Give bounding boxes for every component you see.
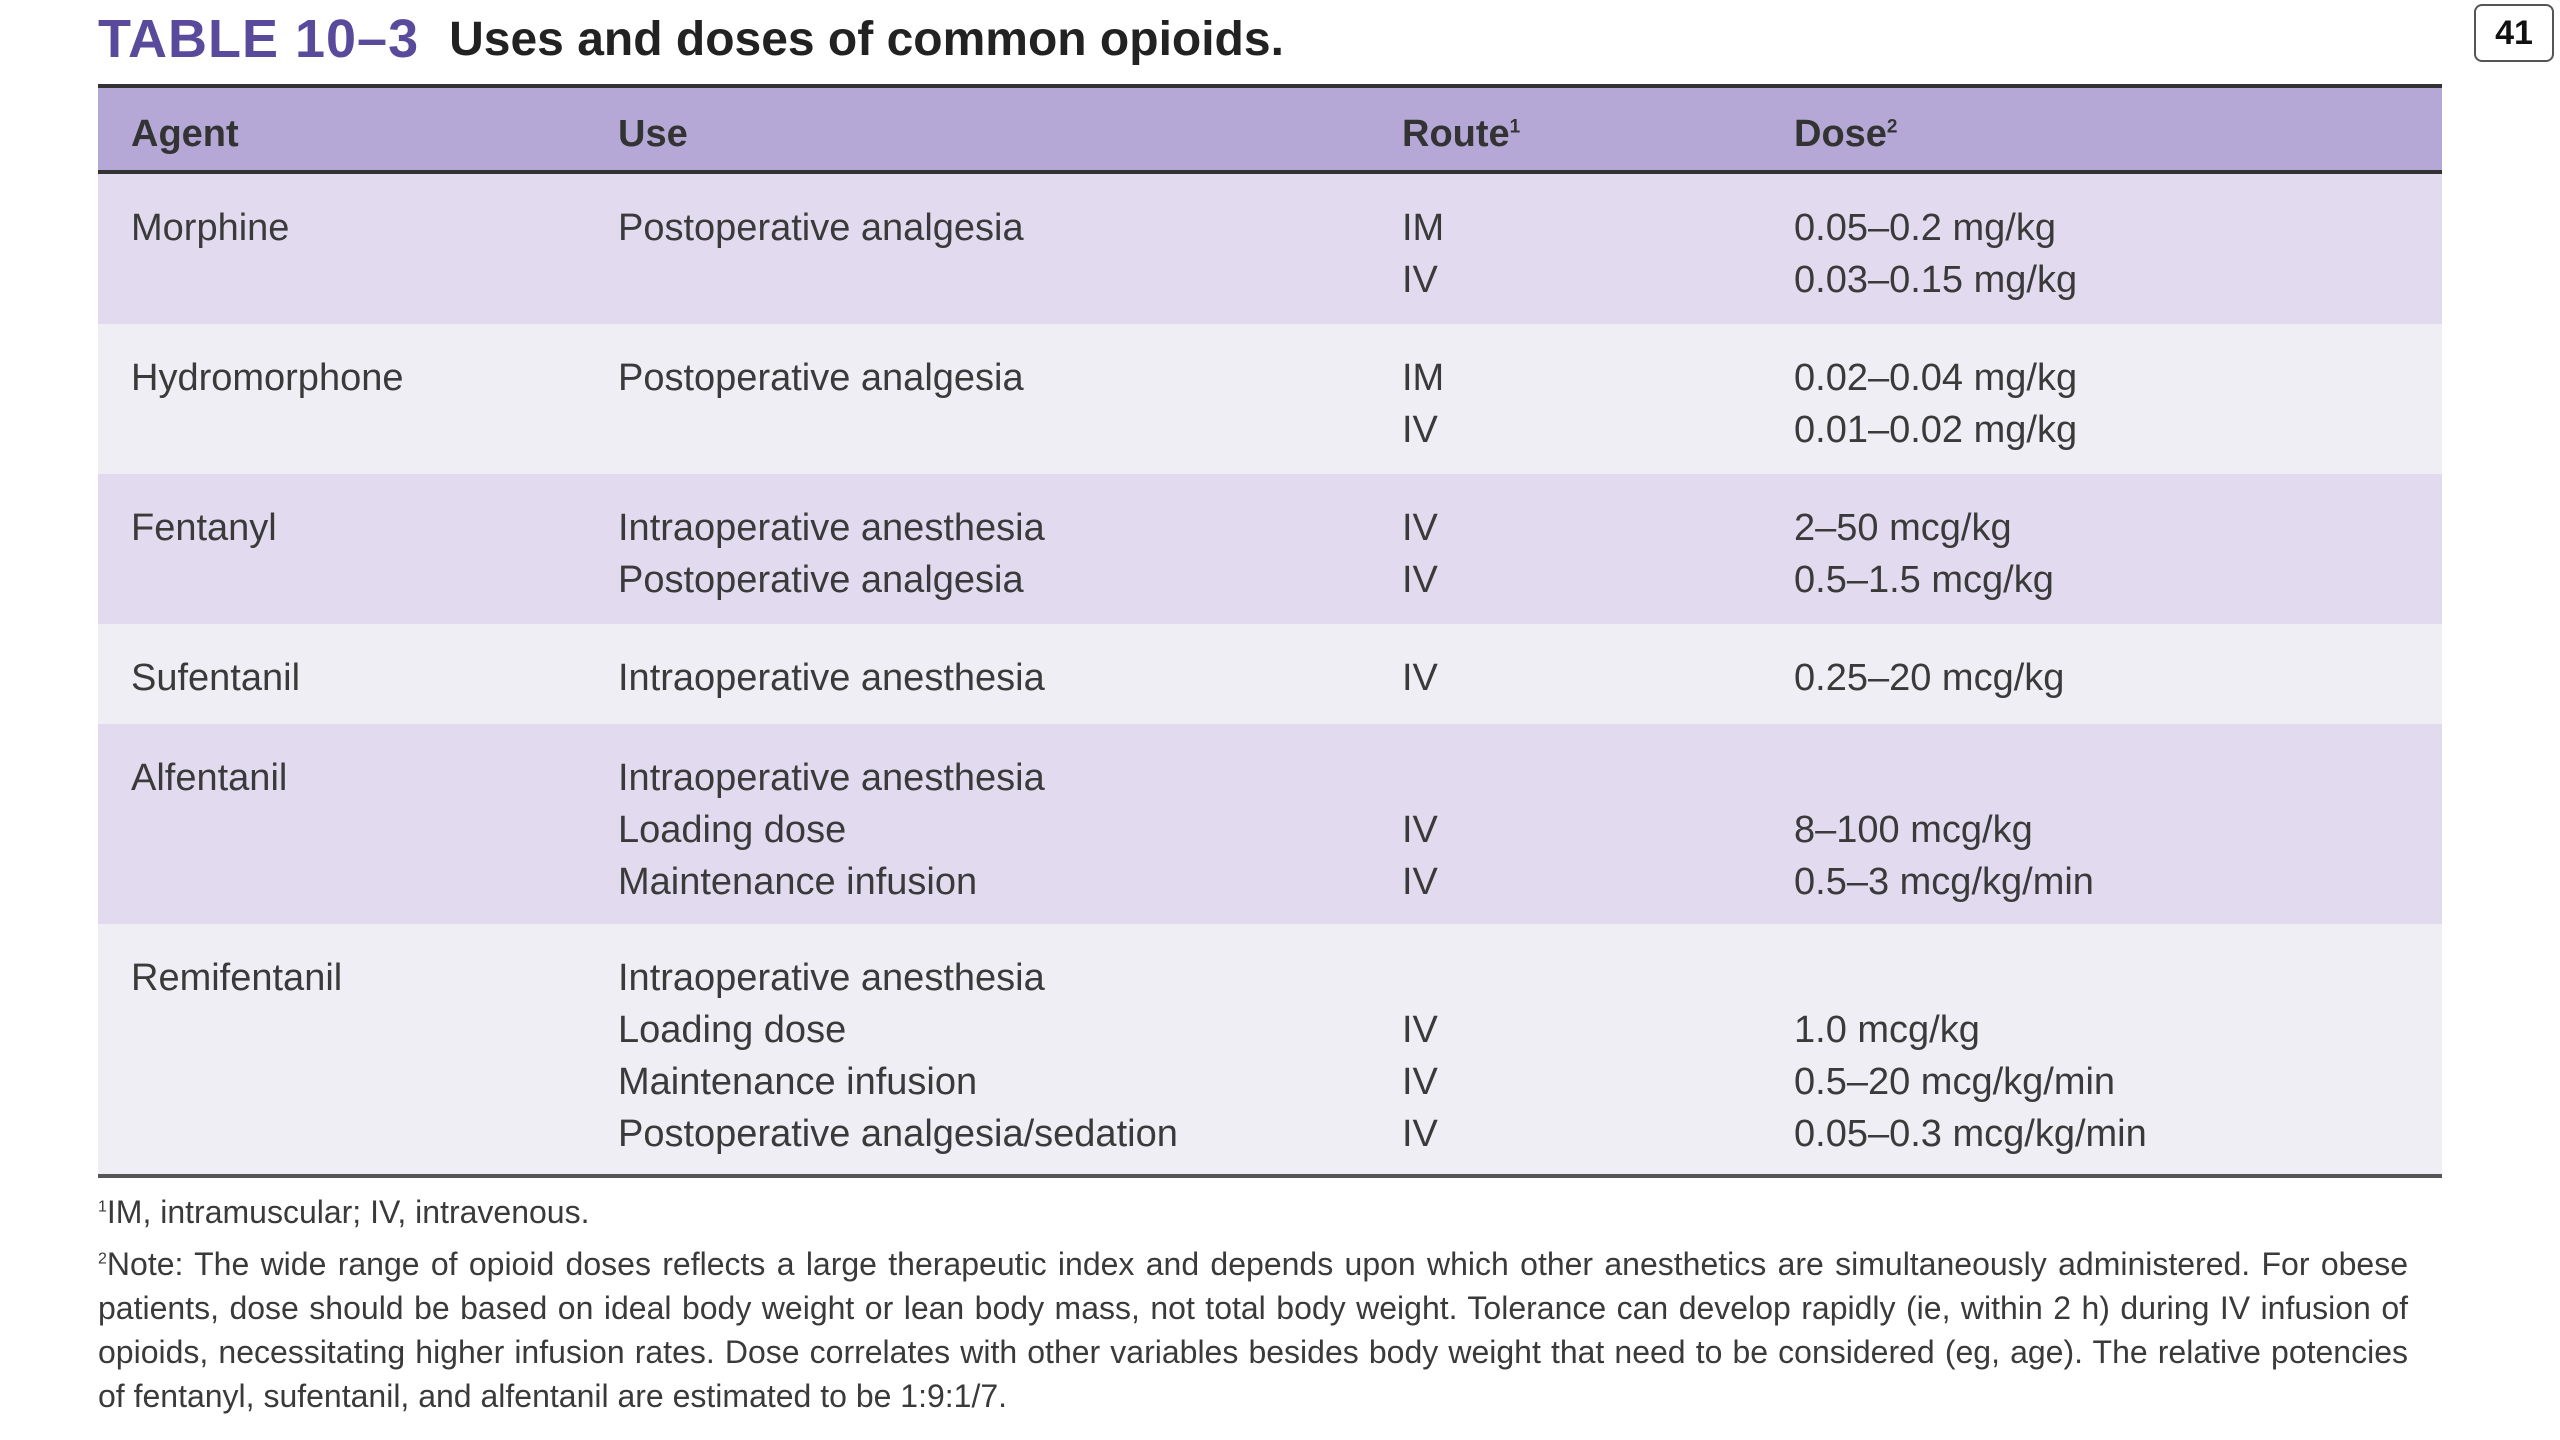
dose-line: 0.25–20 mcg/kg [1794, 657, 2065, 699]
footnote-1-text: IM, intramuscular; IV, intravenous. [106, 1194, 590, 1230]
table-row [98, 324, 2442, 474]
use-line: Intraoperative anesthesia [618, 957, 1045, 999]
agent-cell [131, 352, 403, 404]
use-cell [618, 502, 1045, 606]
table-row [98, 624, 2442, 724]
route-line [1402, 952, 1438, 1004]
footnote-2 [98, 1242, 2408, 1418]
dose-cell [1794, 502, 2054, 606]
table-row [98, 474, 2442, 624]
use-cell [618, 352, 1024, 456]
footnote-2-text: Note: The wide range of opioid doses reflects a large therapeutic index and depends upon which other anesthetics are simultaneously administered. For obese patients, dose should be based on ideal body weight or lean body mass, not total body weight. Tolerance can develop rapidly (ie, within 2 h) during IV infusion of opioids, necessitating higher infusion rates. Dose correlates with other variables besides body weight that need to be considered (eg, age). The relative potencies of fentanyl, sufentanil, and alfentanil are estimated to be 1:9:1/7. [98, 1246, 2408, 1414]
use-line: Intraoperative anesthesia [618, 757, 1045, 799]
agent-cell [131, 202, 289, 254]
dose-cell [1794, 952, 2147, 1160]
table-row [98, 924, 2442, 1174]
route-line: IV [1402, 1061, 1438, 1103]
footnote-ref-1: 1 [1509, 116, 1521, 138]
header-use: Use [618, 113, 688, 155]
dose-line [1794, 752, 2094, 804]
route-line: IM [1402, 357, 1445, 399]
opioid-table [98, 84, 2442, 1178]
route-cell [1402, 352, 1444, 456]
use-line: Postoperative analgesia [618, 207, 1024, 249]
route-line: IM [1402, 207, 1445, 249]
use-line: Postoperative analgesia [618, 559, 1024, 601]
table-body [98, 174, 2442, 1174]
header-agent: Agent [131, 113, 239, 155]
header-route: Route$^1$ [1402, 113, 1521, 155]
agent-name: Sufentanil [131, 657, 301, 699]
use-line: Maintenance infusion [618, 1061, 978, 1103]
agent-cell [131, 752, 287, 804]
dose-cell [1794, 352, 2077, 456]
table-row [98, 724, 2442, 924]
table-bottom-rule [98, 1174, 2442, 1178]
table-caption: Uses and doses of common opioids. [449, 12, 1284, 66]
footnotes [98, 1190, 2408, 1418]
header-dose: Dose$^2$ [1794, 113, 1898, 155]
use-line: Intraoperative anesthesia [618, 657, 1045, 699]
agent-cell [131, 652, 300, 704]
route-cell [1402, 202, 1444, 306]
use-line: Loading dose [618, 1009, 847, 1051]
dose-line: 0.5–20 mcg/kg/min [1794, 1061, 2116, 1103]
route-line: IV [1402, 507, 1438, 549]
route-cell [1402, 752, 1438, 908]
footnote-1 [98, 1190, 2408, 1234]
use-cell [618, 652, 1045, 704]
dose-line: 1.0 mcg/kg [1794, 1009, 1980, 1051]
page-number-badge: 41 [2474, 4, 2554, 62]
route-line: IV [1402, 1113, 1438, 1155]
use-cell [618, 752, 1045, 908]
route-cell [1402, 952, 1438, 1160]
use-line: Maintenance infusion [618, 861, 978, 903]
table-row [98, 174, 2442, 324]
route-cell [1402, 502, 1438, 606]
route-line: IV [1402, 409, 1438, 451]
dose-cell [1794, 202, 2077, 306]
footnote-ref-2: 2 [1886, 116, 1898, 138]
route-line: IV [1402, 1009, 1438, 1051]
table-title [98, 4, 1284, 74]
dose-line: 0.03–0.15 mg/kg [1794, 259, 2078, 301]
footnote-1-mark: 1 [98, 1198, 107, 1216]
use-line: Postoperative analgesia/sedation [618, 1113, 1178, 1155]
dose-line: 0.01–0.02 mg/kg [1794, 409, 2078, 451]
dose-cell [1794, 752, 2094, 908]
agent-name: Morphine [131, 207, 290, 249]
agent-name: Fentanyl [131, 507, 277, 549]
table-number: TABLE 10–3 [98, 9, 420, 69]
footnote-2-mark: 2 [98, 1250, 107, 1268]
dose-line: 0.05–0.2 mg/kg [1794, 207, 2056, 249]
route-line: IV [1402, 861, 1438, 903]
dose-line: 2–50 mcg/kg [1794, 507, 2012, 549]
dose-cell [1794, 652, 2064, 704]
dose-line: 0.5–1.5 mcg/kg [1794, 559, 2054, 601]
use-cell [618, 202, 1024, 306]
use-line [618, 254, 1024, 306]
agent-name: Hydromorphone [131, 357, 404, 399]
use-line: Intraoperative anesthesia [618, 507, 1045, 549]
dose-line: 0.05–0.3 mcg/kg/min [1794, 1113, 2147, 1155]
use-cell [618, 952, 1178, 1160]
agent-cell [131, 952, 342, 1004]
use-line [618, 404, 1024, 456]
use-line: Loading dose [618, 809, 847, 851]
dose-line: 8–100 mcg/kg [1794, 809, 2033, 851]
table-header-row [98, 84, 2442, 174]
dose-line: 0.5–3 mcg/kg/min [1794, 861, 2094, 903]
route-line: IV [1402, 657, 1438, 699]
dose-line [1794, 952, 2147, 1004]
route-line: IV [1402, 559, 1438, 601]
route-line: IV [1402, 809, 1438, 851]
dose-line: 0.02–0.04 mg/kg [1794, 357, 2078, 399]
route-cell [1402, 652, 1438, 704]
use-line: Postoperative analgesia [618, 357, 1024, 399]
agent-name: Alfentanil [131, 757, 288, 799]
route-line [1402, 752, 1438, 804]
agent-name: Remifentanil [131, 957, 343, 999]
agent-cell [131, 502, 277, 554]
route-line: IV [1402, 259, 1438, 301]
